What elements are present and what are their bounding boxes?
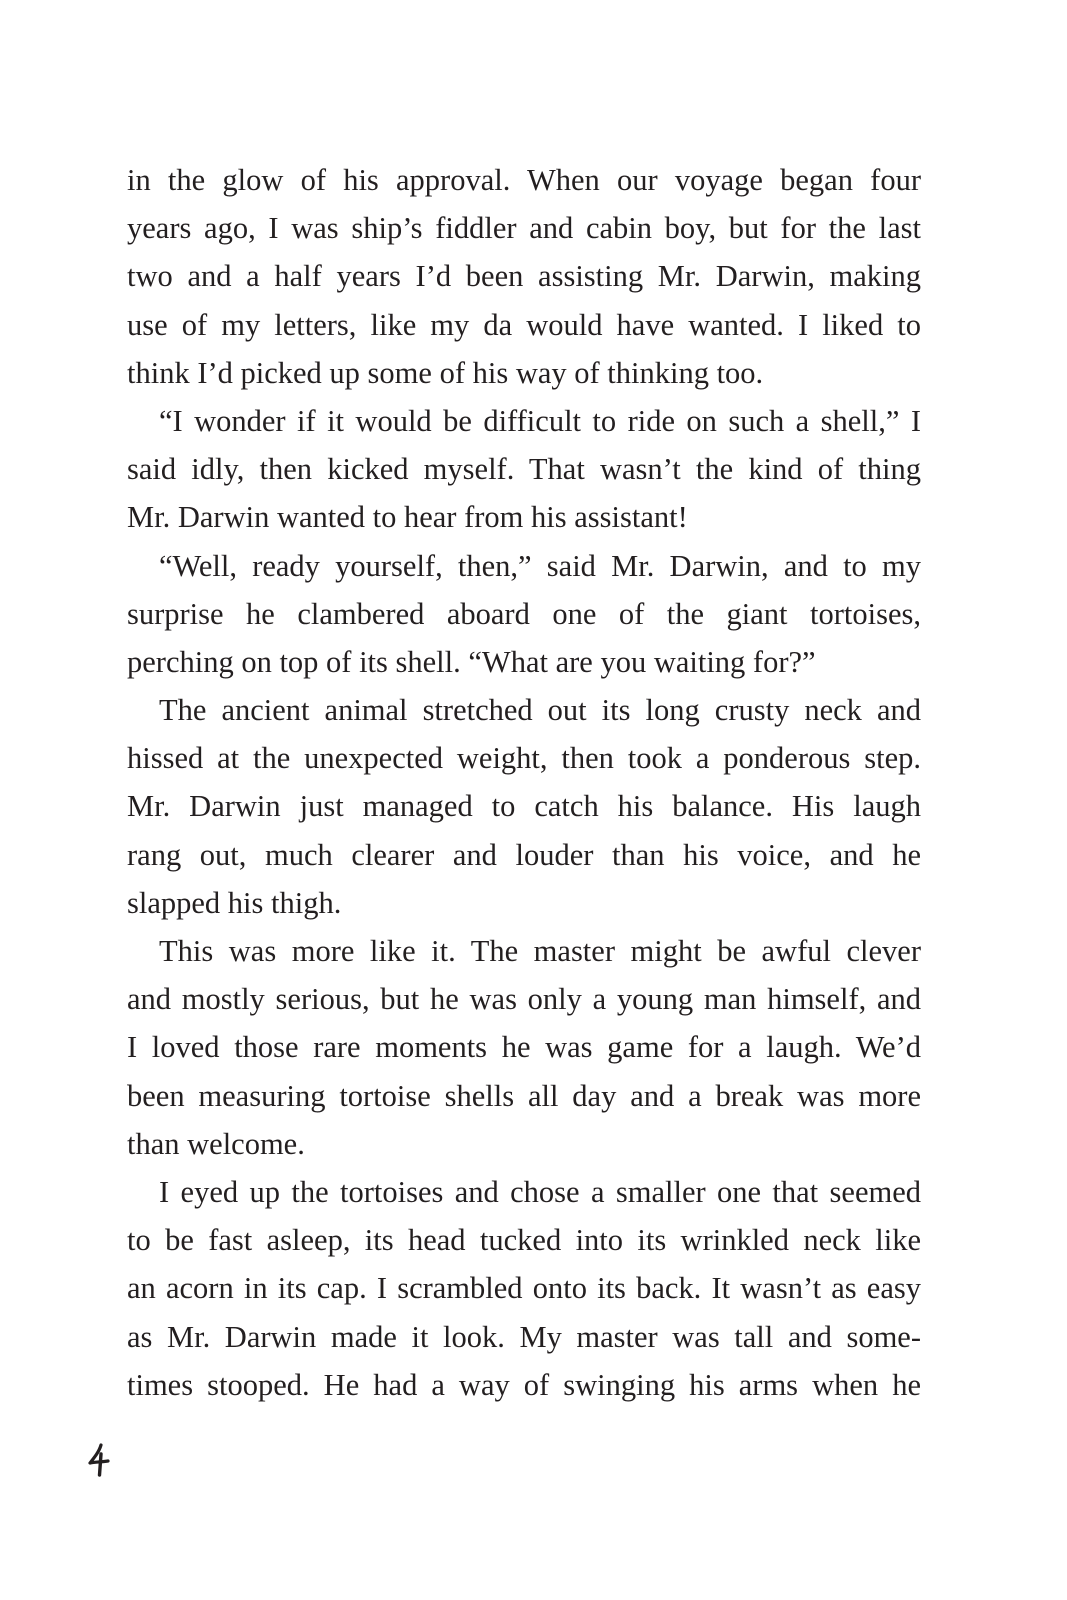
- text-line: This was more like it. The master might be awful clever: [159, 934, 921, 968]
- text-line: than welcome.: [127, 1126, 305, 1161]
- text-line: rang out, much clearer and louder than his voice, and he: [127, 837, 921, 872]
- text-line: The ancient animal stretched out its long crusty neck and: [159, 693, 921, 728]
- text-line: I eyed up the tortoises and chose a smaller one that seemed: [159, 1174, 921, 1209]
- text-line: an acorn in its cap. I scrambled onto its back. It wasn’t as easy: [127, 1271, 921, 1306]
- text-line: been measuring tortoise shells all day and a break was more: [127, 1078, 921, 1113]
- text-line: think I’d picked up some of his way of thinking too.: [127, 355, 764, 390]
- text-line: years ago, I was ship’s fiddler and cabin boy, but for the last: [127, 211, 921, 246]
- text-line: “I wonder if it would be difficult to ride on such a shell,” I: [159, 403, 921, 438]
- text-line: use of my letters, like my da would have wanted. I liked to: [127, 307, 921, 342]
- text-line: I loved those rare moments he was game for a laugh. We’d: [127, 1030, 921, 1065]
- body-text: [127, 156, 921, 1409]
- text-line: to be fast asleep, its head tucked into its wrinkled neck like: [127, 1223, 921, 1258]
- text-line: two and a half years I’d been assisting Mr. Darwin, making: [127, 259, 921, 294]
- text-line: slapped his thigh.: [127, 885, 342, 920]
- text-line: surprise he clambered aboard one of the giant tortoises,: [127, 596, 921, 631]
- text-line: times stooped. He had a way of swinging his arms when he: [127, 1367, 921, 1402]
- text-line: hissed at the unexpected weight, then took a ponderous step.: [127, 741, 921, 776]
- text-line: perching on top of its shell. “What are you waiting for?”: [127, 644, 816, 679]
- text-line: “Well, ready yourself, then,” said Mr. Darwin, and to my: [159, 548, 921, 583]
- text-line: Mr. Darwin wanted to hear from his assistant!: [127, 500, 688, 535]
- text-line: as Mr. Darwin made it look. My master was tall and some-: [127, 1319, 921, 1354]
- text-line: and mostly serious, but he was only a young man himself, and: [127, 982, 921, 1017]
- text-line: Mr. Darwin just managed to catch his balance. His laugh: [127, 789, 921, 824]
- text-line: in the glow of his approval. When our voyage began four: [127, 163, 921, 197]
- text-line: said idly, then kicked myself. That wasn’t the kind of thing: [127, 452, 921, 487]
- page-number: [86, 1442, 112, 1478]
